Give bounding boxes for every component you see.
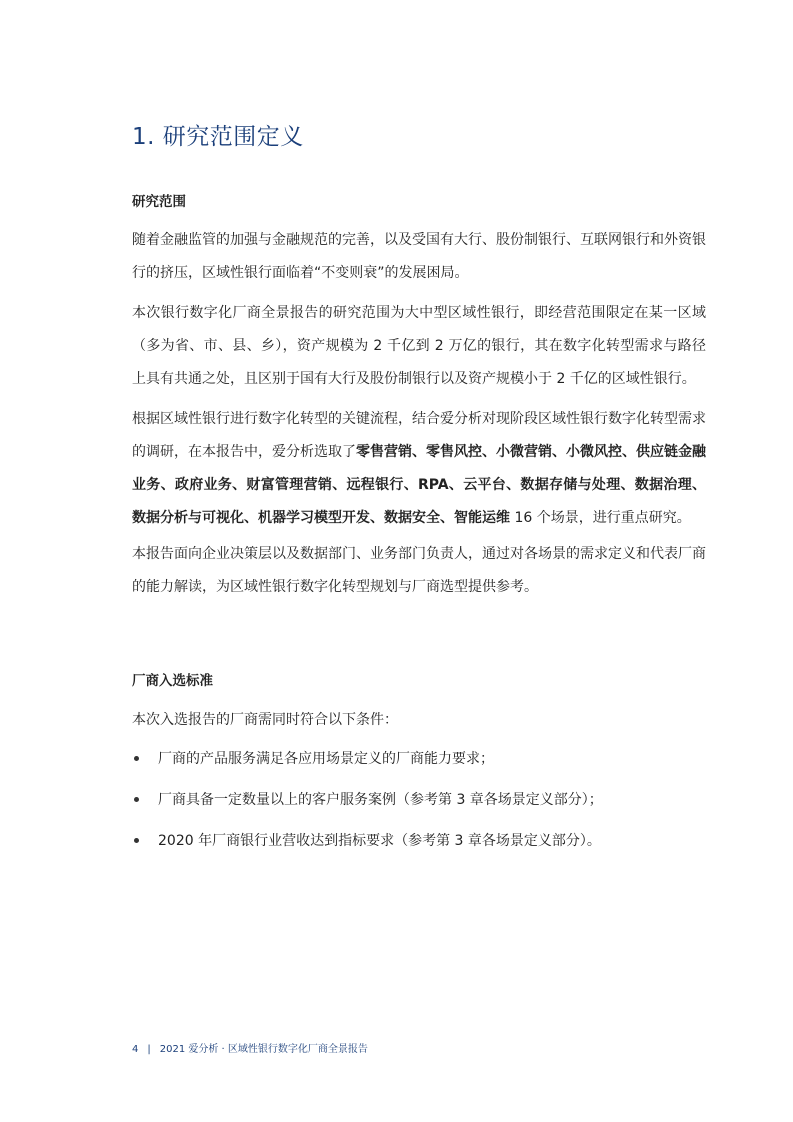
criteria-intro: 本次入选报告的厂商需同时符合以下条件： [132, 712, 398, 728]
paragraph-1: 随着金融监管的加强与金融规范的完善，以及受国有大行、股份制银行、互联网银行和外资银行的挤压，区域性银行面临着“不变则衰”的发展困局。 [132, 232, 706, 281]
paragraph-2: 本次银行数字化厂商全景报告的研究范围为大中型区域性银行，即经营范围限定在某一区域（多为省、市、县、乡），资产规模为 2 千亿到 2 万亿的银行，其在数字化转型需求与路径上具有共通之处，且区别于国有大行及股份制银行以及资产规模小于 2 千亿的区域性银行。 [132, 305, 706, 387]
page-title: 1. 研究范围定义 [132, 124, 304, 150]
page-number: 4 [132, 1044, 139, 1055]
page-footer [132, 1040, 368, 1055]
bullet-dot-icon [134, 797, 139, 802]
list-item [132, 823, 706, 864]
paragraph-4: 本报告面向企业决策层以及数据部门、业务部门负责人，通过对各场景的需求定义和代表厂商的能力解读，为区域性银行数字化转型规划与厂商选型提供参考。 [132, 546, 706, 595]
bullet-dot-icon [134, 838, 139, 843]
paragraph-3 [132, 403, 706, 535]
list-item-text: 厂商具备一定数量以上的客户服务案例（参考第 3 章各场景定义部分）； [158, 792, 603, 808]
paragraph-3-tail: 16 个场景，进行重点研究。 [510, 510, 691, 526]
criteria-list [132, 741, 706, 864]
footer-report-title: 2021 爱分析 · 区域性银行数字化厂商全景报告 [159, 1044, 368, 1055]
paragraph-3-lead: 根据区域性银行进行数字化转型的关键流程，结合爱分析对现阶段区域性银行数字化转型需求的调研，在本报告中，爱分析选取了 [132, 411, 706, 460]
paragraph-3-scenarios: 零售营销、零售风控、小微营销、小微风控、供应链金融业务、政府业务、财富管理营销、远程银行、RPA、云平台、数据存储与处理、数据治理、数据分析与可视化、机器学习模型开发、数据安全、智能运维 [132, 444, 706, 526]
list-item-text: 2020 年厂商银行业营收达到指标要求（参考第 3 章各场景定义部分）。 [158, 833, 601, 849]
section-title-research-scope: 研究范围 [132, 194, 186, 210]
section-title-vendor-criteria: 厂商入选标准 [132, 673, 213, 689]
bullet-dot-icon [134, 756, 139, 761]
list-item-text: 厂商的产品服务满足各应用场景定义的厂商能力要求； [158, 751, 494, 767]
list-item [132, 741, 706, 782]
list-item [132, 782, 706, 823]
footer-separator: | [147, 1044, 151, 1055]
